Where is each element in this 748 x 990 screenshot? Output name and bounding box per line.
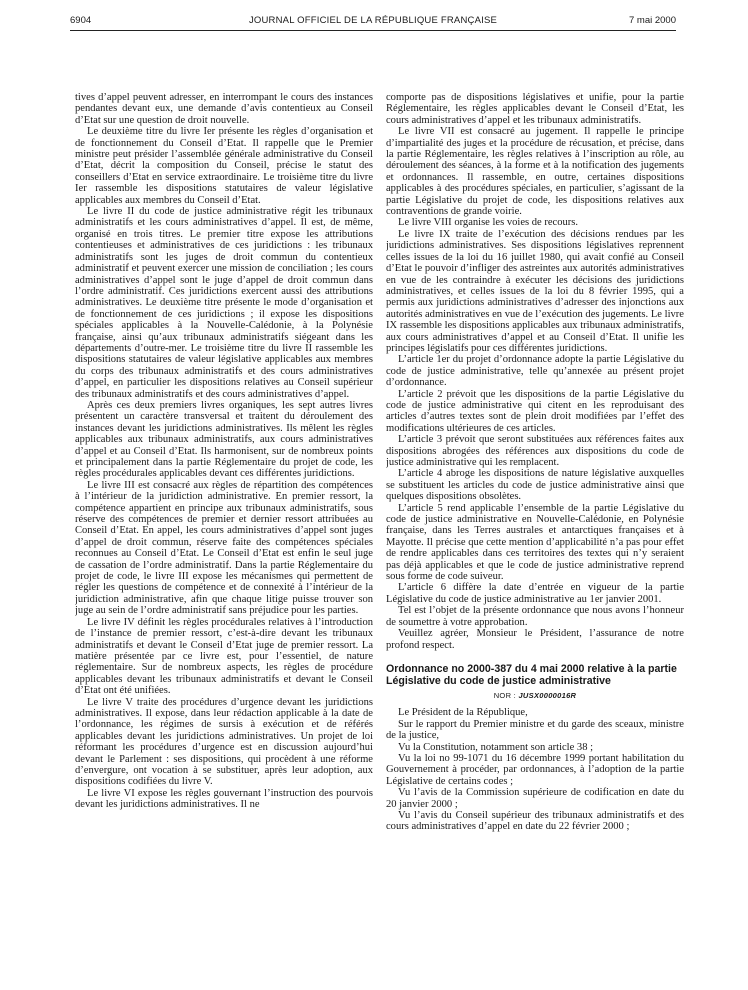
right-column — [386, 92, 684, 982]
journal-title: JOURNAL OFFICIEL DE LA RÉPUBLIQUE FRANÇAISE — [248, 15, 498, 26]
paragraph: Le livre III est consacré aux règles de répartition des compétences à l’intérieur de la juridiction administrative. En premier ressort, la compétence appartient en principe aux tribunaux administratifs, sous réserve des compétences de premier et dernier ressort attribuées au Conseil d’Etat. En appel, les cours administratives d’appel sont juges d’appel de droit commun, réserve faite des compétences spéciales reconnues au Conseil d’Etat. Le Conseil d’Etat est enfin le seul juge de cassation de l’ordre administratif. Dans la partie Réglementaire du projet de code, le livre III expose les mécanismes qui permettent de régler les questions de compétence et de connexité à l’intérieur de la juridiction administrative, afin que chaque litige puisse trouver son juge au sein de l’ordre administratif sans préjudice pour les parties. — [75, 479, 373, 617]
page-header — [70, 13, 676, 29]
paragraph: Vu la Constitution, notamment son article 38 ; — [398, 741, 594, 753]
paragraph: comporte pas de dispositions législatives et unifie, pour la partie Réglementaire, les règles applicables devant le Conseil d’Etat, les cours administratives d’appel et les tribunaux administratifs. — [386, 92, 684, 126]
paragraph: Vu l’avis du Conseil supérieur des tribunaux administratifs et des cours administratives d’appel en date du 22 février 2000 ; — [386, 809, 684, 833]
paragraph: Sur le rapport du Premier ministre et du garde des sceaux, ministre de la justice, — [386, 718, 684, 742]
paragraph: L’article 5 rend applicable l’ensemble de la partie Législative du code de justice administrative en Nouvelle-Calédonie, en Polynésie française, dans les Terres australes et antarctiques françaises et à Mayotte. Il précise que cette mention d’applicabilité n’a pas pour effet de rendre applicables dans ces territoires des textes qui n’y seraient pas déjà applicables et que le code de justice administrative reprend sous forme de code suiveur. — [386, 502, 684, 583]
paragraph: tives d’appel peuvent adresser, en interrompant le cours des instances pendantes devant eux, une demande d’avis contentieux au Conseil d’Etat sur une question de droit nouvelle. — [75, 92, 373, 126]
publication-date: 7 mai 2000 — [628, 15, 676, 26]
nor-label: NOR : — [493, 690, 517, 700]
paragraph: Le livre II du code de justice administrative régit les tribunaux administratifs et les cours administratives d’appel. Il est, de même, organisé en trois titres. Le premier titre expose les attributions contentieuses et administratives de ces juridictions : les tribunaux administratifs sont les juges de droit commun du contentieux administratif et peuvent exercer une mission de conciliation ; les cours administratives d’appel sont le juge d’appel de droit commun dans l’ordre administratif. Ces juridictions exercent aussi des attributions administratives. Le deuxième titre présente le mode d’organisation et de fonctionnement de ces juridictions ; il expose les dispositions spéciales applicables à la Nouvelle-Calédonie, à la Polynésie française, ainsi qu’aux tribunaux administratifs siégeant dans les départements d’outre-mer. Le troisième titre du livre II rassemble les dispositions statutaires de valeur législative applicables aux membres du corps des tribunaux administratifs et des cours administratives d’appel, en particulier les dispositions relatives au Conseil supérieur des tribunaux administratifs et des cours administratives d’appel. — [75, 206, 373, 400]
header-rule — [70, 30, 676, 31]
paragraph: L’article 2 prévoit que les dispositions de la partie Législative du code de justice administrative qui citent en les reproduisant des articles d’autres textes sont de plein droit modifiées par l’effet des modifications ultérieures de ces articles. — [386, 388, 684, 434]
paragraph: Le livre V traite des procédures d’urgence devant les juridictions administratives. Il expose, dans leur rédaction applicable à la date de l’ordonnance, les régimes de sursis à exécution et de référés applicables devant les juridictions administratives. Un projet de loi réformant les procédures d’urgence est en discussion aujourd’hui devant le Parlement : ses dispositions, qui procèdent à une réforme d’envergure, ont vocation à se substituer, après leur adoption, aux dispositions codifiées du livre V. — [75, 696, 373, 788]
paragraph: L’article 3 prévoit que seront substituées aux références faites aux dispositions abrogées des références aux dispositions du code de justice administrative qui les remplacent. — [386, 434, 684, 468]
paragraph: Le livre IX traite de l’exécution des décisions rendues par les juridictions administratives. Ses dispositions législatives reprennent celles issues de la loi du 16 juillet 1980, qui avait confié au Conseil d’Etat le pouvoir d’infliger des astreintes aux autorités administratives en vue de les contraindre à exécuter les décisions des juridictions administratives, et celles issues de la loi du 8 février 1995, qui a permis aux juridictions administratives d’adresser des injonctions aux autorités administratives en vue de l’exécution des jugements. Le livre IX rassemble les dispositions applicables aux tribunaux administratifs, aux cours administratives d’appel et au Conseil d’Etat. Il unifie les principes législatifs pour ces différentes juridictions. — [386, 228, 684, 354]
paragraph: Après ces deux premiers livres organiques, les sept autres livres présentent un caractère transversal et traitent du déroulement des instances devant les juridictions administratives. Ils mêlent les règles applicables aux tribunaux administratifs, aux cours administratives d’appel et au Conseil d’Etat. Ils harmonisent, sur de nombreux points et principalement dans la partie Réglementaire du projet de code, les règles procédurales applicables devant ces différentes juridictions. — [75, 399, 373, 480]
nor-code: JUSX0000016R — [518, 690, 577, 700]
paragraph: L’article 4 abroge les dispositions de nature législative auxquelles se substituent les articles du code de justice administrative ainsi que quelques dispositions obsolètes. — [386, 468, 684, 503]
paragraph: Veuillez agréer, Monsieur le Président, l’assurance de notre profond respect. — [386, 628, 684, 651]
paragraph: L’article 1er du projet d’ordonnance adopte la partie Législative du code de justice administrative, telle qu’annexée au présent projet d’ordonnance. — [386, 354, 684, 389]
left-column — [75, 92, 373, 982]
paragraph: Tel est l’objet de la présente ordonnance que nous avons l’honneur de soumettre à votre approbation. — [386, 605, 684, 628]
paragraph: Vu la loi no 99-1071 du 16 décembre 1999 portant habilitation du Gouvernement à procéder, par ordonnances, à l’adoption de la partie Législative de certains codes ; — [386, 752, 684, 787]
paragraph: Le deuxième titre du livre Ier présente les règles d’organisation et de fonctionnement du Conseil d’Etat. Il rappelle que le Premier ministre peut présider l’assemblée générale administrative du Conseil d’Etat, décrit la composition du Conseil, précise le statut des conseillers d’Etat en service extraordinaire. Le troisième titre du livre Ier rassemble les dispositions statutaires de valeur législative applicables aux membres du Conseil d’Etat. — [75, 126, 373, 206]
paragraph: Le livre VII est consacré au jugement. Il rappelle le principe d’impartialité des juges et la procédure de récusation, et précise, dans la partie Réglementaire, les règles relatives à l’inscription au rôle, au déroulement des séances, à la forme et à la notification des jugements et ordonnances. Il rassemble, en outre, certaines dispositions applicables à des procédures spéciales, en particulier, s’agissant de la partie Législative du projet de code, les dispositions relatives aux contraventions de grande voirie. — [386, 126, 684, 218]
paragraph: L’article 6 diffère la date d’entrée en vigueur de la partie Législative du code de justice administrative au 1er janvier 2001. — [386, 582, 684, 605]
ordonnance-title: Ordonnance no 2000-387 du 4 mai 2000 relative à la partie Législative du code de justice administrative — [386, 662, 677, 687]
paragraph: Le Président de la République, — [398, 707, 528, 719]
paragraph: Le livre VI expose les règles gouvernant l’instruction des pourvois devant les juridictions administratives. Il ne — [75, 787, 373, 811]
paragraph: Le livre VIII organise les voies de recours. — [398, 217, 579, 229]
nor-reference — [386, 690, 684, 701]
page-number: 6904 — [70, 15, 92, 26]
paragraph: Le livre IV définit les règles procédurales relatives à l’introduction de l’instance de premier ressort, c’est-à-dire devant les tribunaux administratifs et devant le Conseil d’Etat juge de premier ressort. La matière présentée par ce livre est, pour l’essentiel, de nature réglementaire. Sur de nombreux aspects, les règles de procédure applicables devant les tribunaux administratifs et devant le Conseil d’Etat ont été unifiées. — [75, 616, 373, 697]
paragraph: Vu l’avis de la Commission supérieure de codification en date du 20 janvier 2000 ; — [386, 787, 684, 810]
